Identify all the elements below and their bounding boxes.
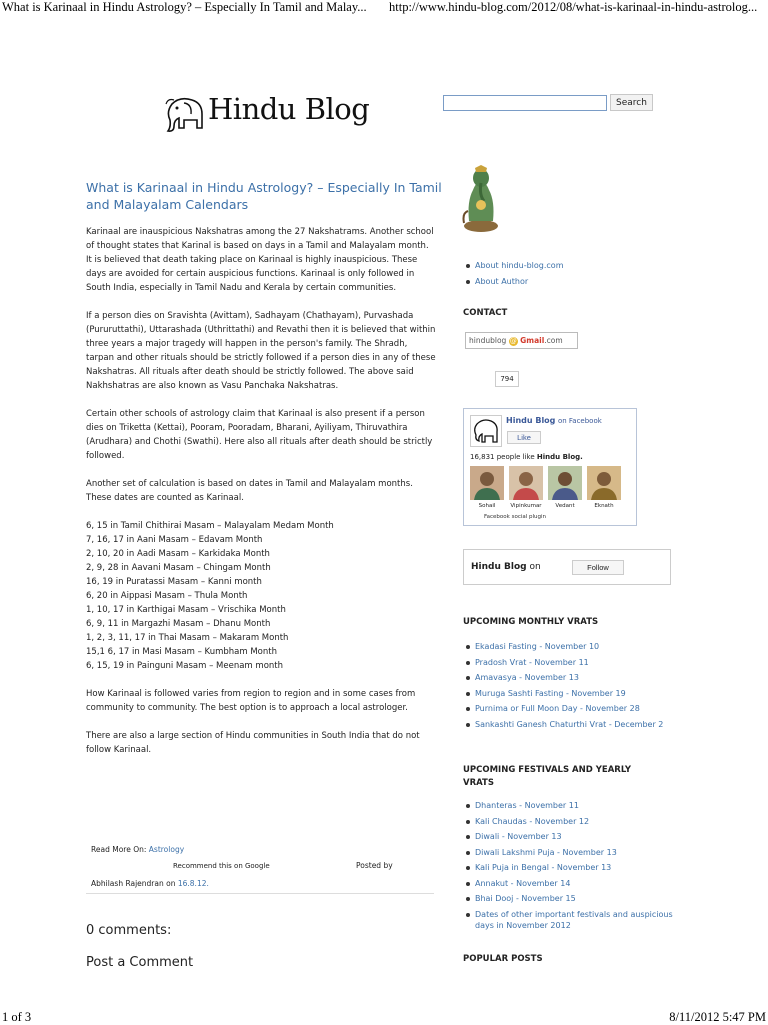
fb-face-name[interactable]: Vipinkumar: [510, 503, 542, 509]
festival-link[interactable]: Kali Puja in Bengal - November 13: [463, 860, 673, 876]
ganesha-image-icon: [462, 165, 500, 233]
post-title[interactable]: What is Karinaal in Hindu Astrology? – Especially In Tamil and Malayalam Calendars: [86, 180, 442, 212]
print-header-url: http://www.hindu-blog.com/2012/08/what-is-karinaal-in-hindu-astrolog...: [389, 0, 758, 14]
email-domain: Gmail: [520, 336, 545, 345]
email-tld: .com: [544, 336, 563, 345]
festival-link[interactable]: Annakut - November 14: [463, 876, 673, 892]
facebook-like-box: [463, 408, 637, 526]
popular-posts-heading: POPULAR POSTS: [463, 954, 543, 964]
comments-heading: 0 comments:: [86, 923, 172, 938]
fb-face-name[interactable]: Eknath: [594, 503, 614, 509]
about-blog-link[interactable]: About hindu-blog.com: [463, 258, 663, 274]
post-date-link[interactable]: 16.8.12.: [177, 879, 209, 888]
person-icon: [587, 466, 621, 500]
follow-label: [471, 562, 541, 572]
fb-face-avatar[interactable]: [548, 466, 582, 500]
post-paragraph: Another set of calculation is based on dates in Tamil and Malayalam months. These dates are counted as Karinaal.: [86, 479, 413, 503]
fb-likes-count: 16,831 people like: [470, 453, 535, 461]
author-line: [91, 879, 209, 888]
festival-link[interactable]: Diwali Lakshmi Puja - November 13: [463, 845, 673, 861]
vrat-link[interactable]: Ekadasi Fasting - November 10: [463, 639, 673, 655]
date-line: 2, 10, 20 in Aadi Masam – Karkidaka Month: [86, 549, 270, 559]
post-paragraph: How Karinaal is followed varies from region to region and in some cases from community to community. The best option is to approach a local astrologer.: [86, 689, 416, 713]
date-line: 1, 10, 17 in Karthigai Masam – Vrischika Month: [86, 605, 286, 615]
festival-link[interactable]: Dhanteras - November 11: [463, 798, 673, 814]
print-footer-datetime: 8/11/2012 5:47 PM: [669, 1010, 766, 1024]
search-input[interactable]: [443, 95, 607, 111]
site-logo[interactable]: [162, 92, 372, 136]
fb-face-name[interactable]: Sohail: [478, 503, 496, 509]
festival-link[interactable]: Diwali - November 13: [463, 829, 673, 845]
date-line: 7, 16, 17 in Aani Masam – Edavam Month: [86, 535, 263, 545]
about-links: [463, 258, 663, 289]
date-line: 6, 15, 19 in Painguni Masam – Meenam month: [86, 661, 284, 671]
email-badge[interactable]: [465, 332, 578, 349]
fb-social-plugin[interactable]: Facebook social plugin: [484, 514, 547, 520]
karinaal-dates-list: [86, 519, 436, 673]
date-line: 2, 9, 28 in Aavani Masam – Chingam Month: [86, 563, 271, 573]
follow-blog-name: Hindu Blog: [471, 562, 527, 572]
fb-likes-text: [470, 453, 583, 461]
fb-page-title: [506, 416, 602, 425]
vrat-link[interactable]: Purnima or Full Moon Day - November 28: [463, 701, 673, 717]
fb-face-avatar[interactable]: [509, 466, 543, 500]
date-line: 6, 9, 11 in Margazhi Masam – Dhanu Month: [86, 619, 271, 629]
read-more-label: Read More On:: [91, 845, 147, 854]
email-user: hindublog: [469, 336, 507, 345]
monthly-vrats-list: [463, 639, 673, 730]
at-icon: @: [509, 337, 517, 345]
vrat-link[interactable]: Sankashti Ganesh Chaturthi Vrat - December 2: [463, 717, 673, 730]
festival-link[interactable]: Bhai Dooj - November 15: [463, 891, 673, 907]
date-line: 6, 15 in Tamil Chithirai Masam – Malayalam Medam Month: [86, 521, 334, 531]
follow-button[interactable]: Follow: [572, 560, 624, 575]
post-comment-heading: Post a Comment: [86, 955, 194, 970]
elephant-avatar-icon: [471, 416, 501, 446]
post-paragraph: Karinaal are inauspicious Nakshatras among the 27 Nakshatrams. Another school of thought states that Karinal is based on days in a Tamil and Malayalam month. It is believed that death taking place on Karinaal is highly inauspicious. These days are avoided for certain auspicious functions. Karinaal is only followed in South India, especially in Tamil Nadu and Kerala by certain communities.: [86, 227, 434, 293]
fb-on-facebook: on Facebook: [557, 417, 602, 425]
logo-text: Hindu Blog: [208, 92, 370, 126]
festivals-heading: UPCOMING FESTIVALS AND YEARLY VRATS: [463, 765, 632, 788]
person-icon: [548, 466, 582, 500]
fb-likes-page: Hindu Blog.: [536, 453, 583, 461]
date-line: 6, 20 in Aippasi Masam – Thula Month: [86, 591, 248, 601]
person-icon: [470, 466, 504, 500]
posted-by: Posted by: [356, 861, 393, 870]
fb-like-button[interactable]: Like: [507, 431, 541, 444]
date-line: 15,1 6, 17 in Masi Masam – Kumbham Month: [86, 647, 277, 657]
vrat-link[interactable]: Amavasya - November 13: [463, 670, 673, 686]
follow-on: on: [529, 562, 541, 572]
vrat-link[interactable]: Muruga Sashti Fasting - November 19: [463, 686, 673, 702]
print-footer-page: 1 of 3: [2, 1010, 32, 1024]
post-paragraph: Certain other schools of astrology claim that Karinaal is also present if a person dies on Triketta (Kettai), Pooram, Pooradam, Bharani, Ayiliyam, Thiruvathira (Arudhara) and Chothi (Swathi). Here also all rituals after death should be strictly followed.: [86, 409, 433, 461]
search-button[interactable]: Search: [610, 94, 653, 111]
print-header-title: What is Karinaal in Hindu Astrology? – Especially In Tamil and Malay...: [2, 0, 367, 14]
fb-face-name[interactable]: Vedant: [555, 503, 575, 509]
author-name: Abhilash Rajendran on: [91, 879, 176, 888]
person-icon: [509, 466, 543, 500]
label-link-astrology[interactable]: Astrology: [148, 845, 185, 854]
fb-face-avatar[interactable]: [470, 466, 504, 500]
monthly-vrats-heading: UPCOMING MONTHLY VRATS: [463, 617, 599, 627]
divider: [86, 893, 434, 894]
contact-heading: CONTACT: [463, 308, 508, 318]
festival-link[interactable]: Dates of other important festivals and auspicious days in November 2012: [463, 907, 673, 931]
fb-face-avatar[interactable]: [587, 466, 621, 500]
festivals-list: [463, 798, 673, 931]
about-author-link[interactable]: About Author: [463, 274, 663, 290]
follow-box: [463, 549, 671, 585]
post-paragraph: If a person dies on Sravishta (Avittam), Sadhayam (Chathayam), Purvashada (Pururuttathi), Uttarashada (Uthrittathi) and Revathi then it is believed that within three years a major tragedy will happen in the person's family. The Shradh, tarpan and other rituals should be strictly followed if a person dies in any of these Nakshatras. All rituals after death should be strictly followed. The above said Nakhshatras are also known as Vasu Panchaka Nakshatras.: [86, 311, 436, 391]
recommend-google[interactable]: Recommend this on Google: [173, 862, 270, 870]
fb-page-link[interactable]: Hindu Blog: [506, 416, 556, 425]
festival-link[interactable]: Kali Chaudas - November 12: [463, 814, 673, 830]
date-line: 16, 19 in Puratassi Masam – Kanni month: [86, 577, 262, 587]
date-line: 1, 2, 3, 11, 17 in Thai Masam – Makaram Month: [86, 633, 289, 643]
read-more: [91, 845, 184, 854]
elephant-logo-icon: [162, 94, 210, 136]
vrat-link[interactable]: Pradosh Vrat - November 11: [463, 655, 673, 671]
counter-box: 794: [495, 371, 519, 387]
post-paragraph: There are also a large section of Hindu communities in South India that do not follow Karinaal.: [86, 731, 420, 755]
post-body: [86, 225, 436, 771]
fb-page-avatar[interactable]: [470, 415, 502, 447]
